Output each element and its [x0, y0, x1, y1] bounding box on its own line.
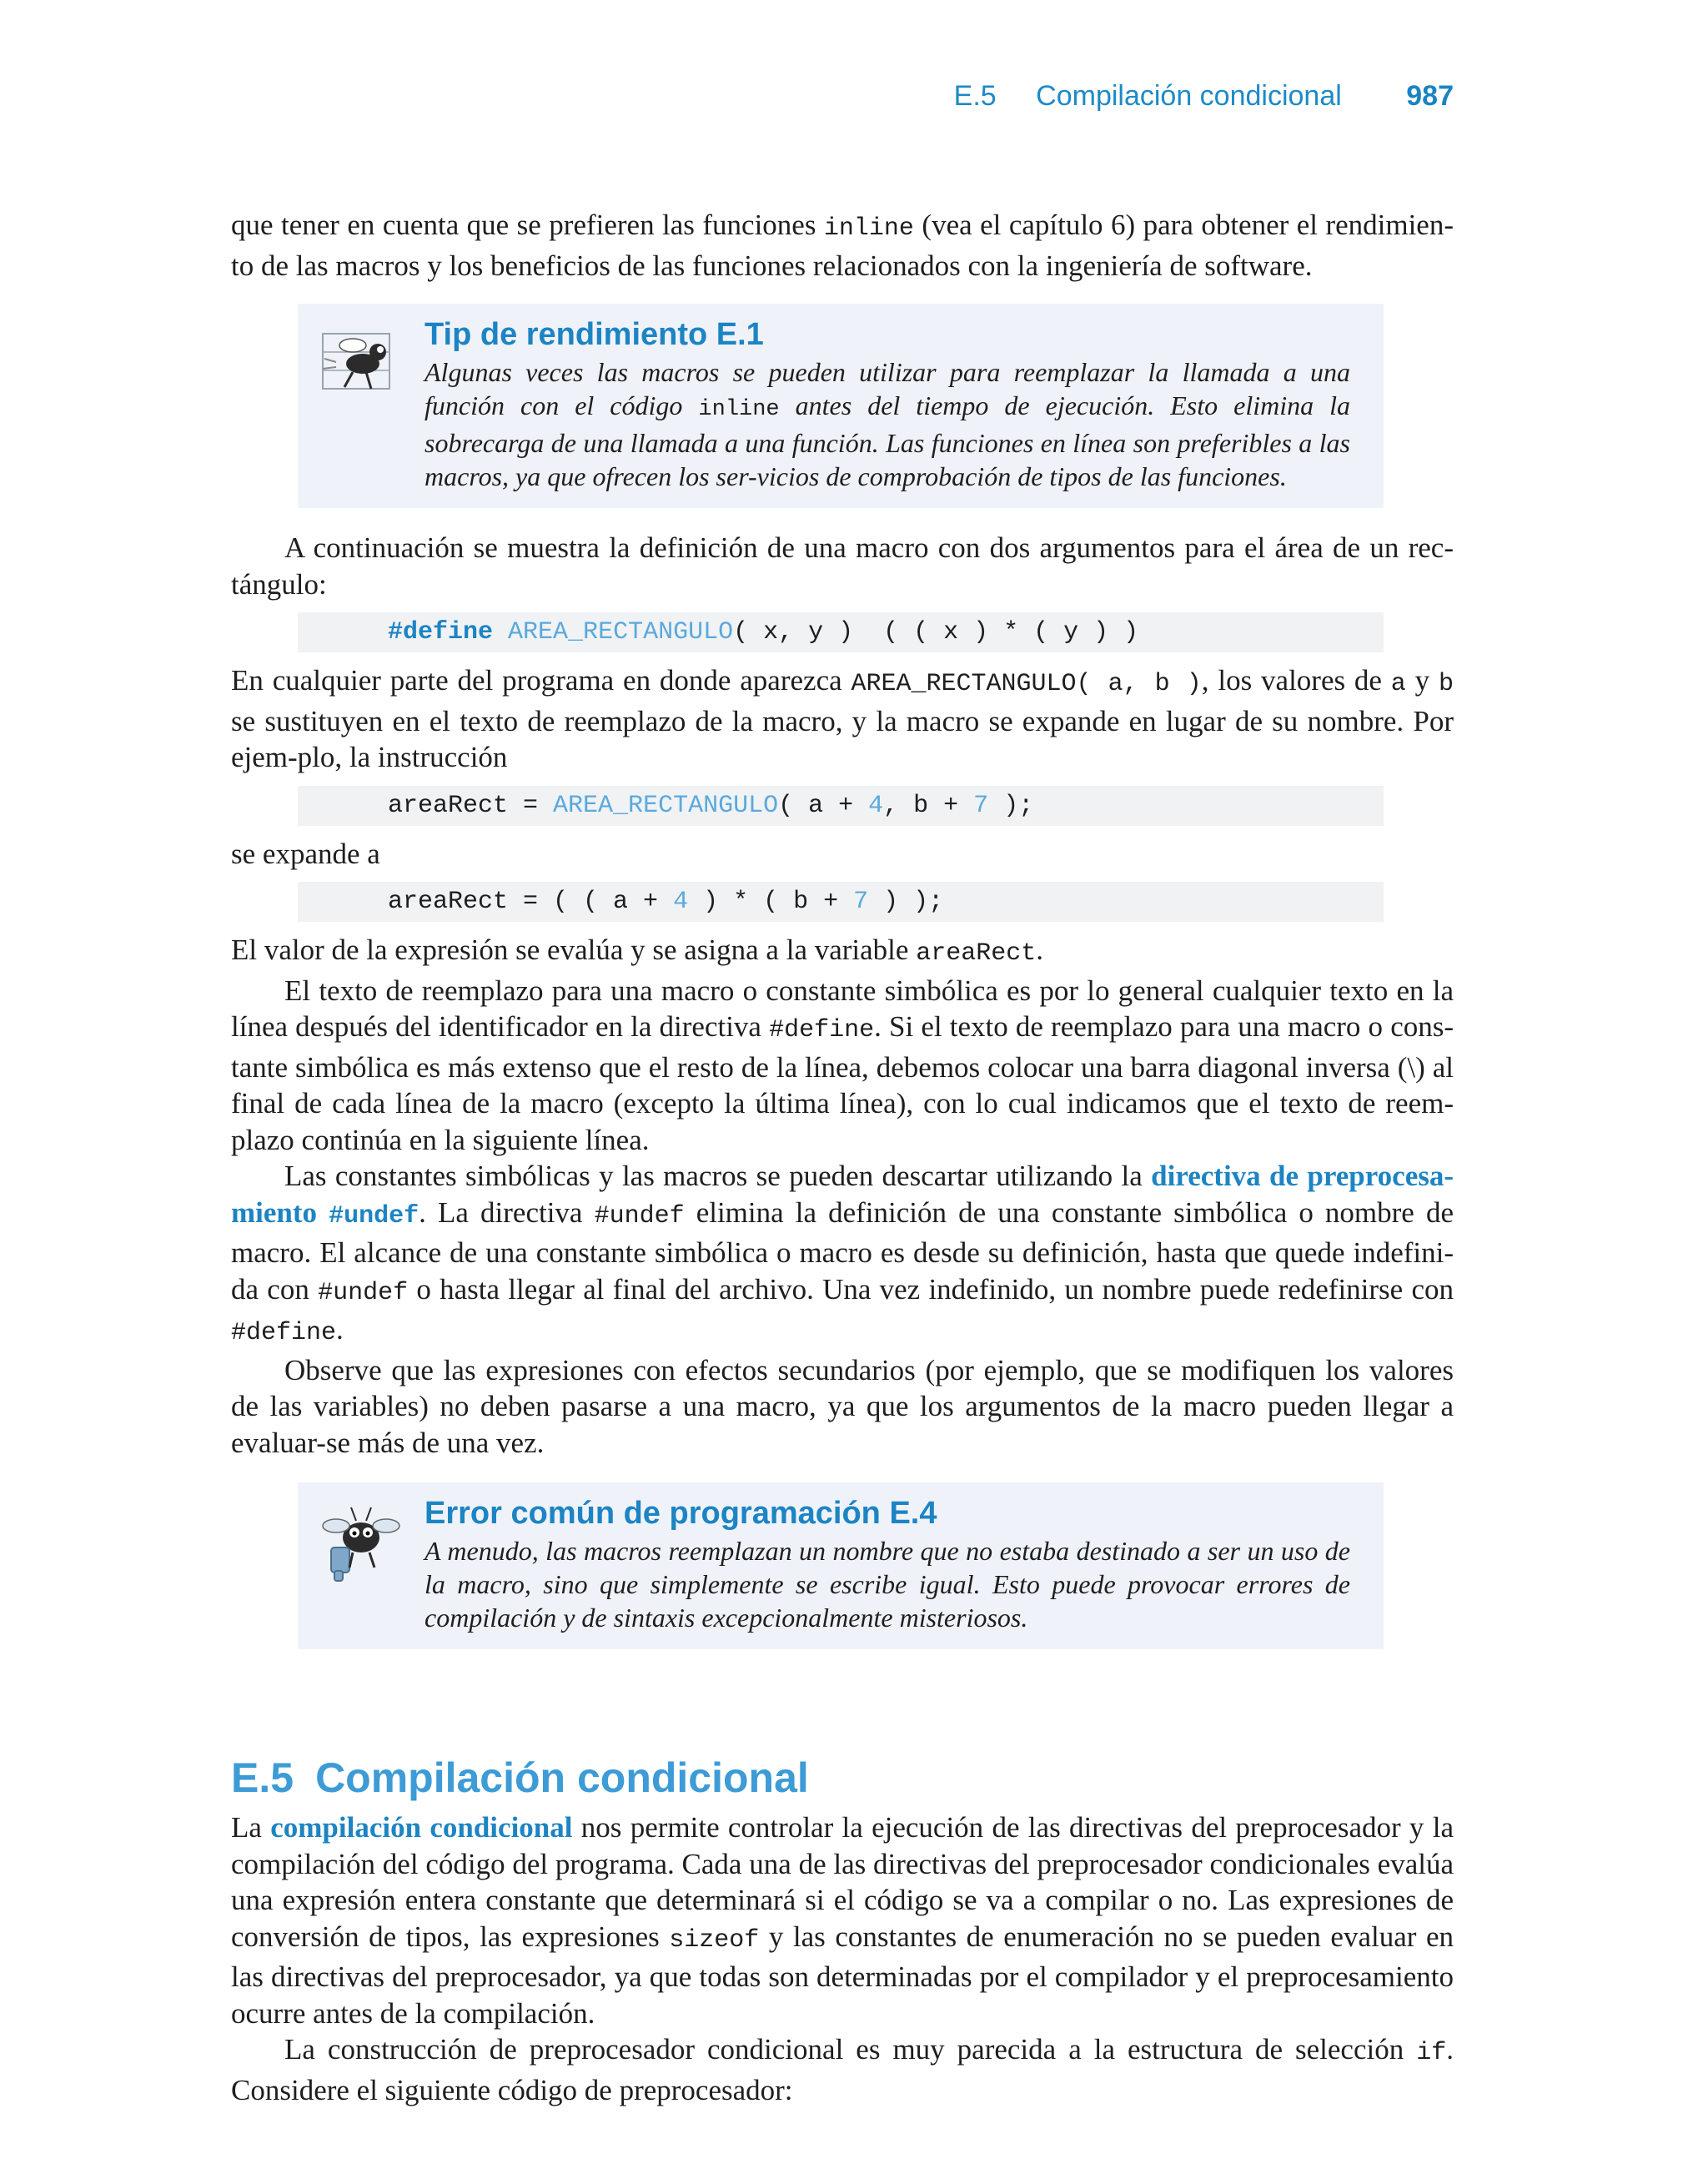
section-heading: E.5 Compilación condicional: [231, 1754, 809, 1801]
bug-performance-icon: [319, 322, 403, 405]
key-term-conditional-compilation: compilación condicional: [270, 1811, 573, 1844]
page-body: [231, 207, 1454, 2108]
key-term-undef-directive: directiva de preprocesa-miento #undef: [231, 1160, 1454, 1230]
paragraph-1: que tener en cuenta que se prefieren las funciones inline (vea el capítulo 6) para obtener el rendimien-to de las macros y los beneficios de las funciones relacionados con la ingeniería de software.: [231, 209, 1454, 282]
paragraph-10: La construcción de preprocesador condicional es muy parecida a la estructura de selección if. Considere el siguiente código de preprocesador:: [231, 2033, 1454, 2106]
paragraph-4: se expande a: [231, 837, 380, 870]
error-title: Error común de programación E.4: [424, 1496, 937, 1531]
header-section-title: Compilación condicional: [1036, 80, 1342, 112]
paragraph-7: Las constantes simbólicas y las macros se pueden descartar utilizando la directiva de preprocesa-miento #undef. La directiva #undef elimina la definición de una constante simbólica o nombre de macro. El alcance de una constante simbólica o macro es desde su definición, hasta que quede indefini-da con #undef o hasta llegar al final del archivo. Una vez indefinido, un nombre puede redefinirse con #define.: [231, 1160, 1454, 1347]
code-macro-call: areaRect = AREA_RECTANGULO( a + 4, b + 7 );: [298, 786, 1384, 826]
page-number: 987: [1406, 80, 1454, 112]
paragraph-2: A continuación se muestra la definición de una macro con dos argumentos para el área de un rec-tángulo:: [231, 531, 1454, 601]
bug-thumbs-down-icon: [319, 1501, 403, 1584]
tip-body: Algunas veces las macros se pueden utilizar para reemplazar la llamada a una función con el código inline antes del tiempo de ejecución. Esto elimina la sobrecarga de una llamada a una función. Las funciones en línea son preferibles a las macros, ya que ofrecen los ser-vicios de comprobación de tipos de las funciones.: [424, 357, 1351, 491]
paragraph-3: En cualquier parte del programa en donde aparezca AREA_RECTANGULO( a, b ), los valores de a y b se sustituyen en el texto de reemplazo de la macro, y la macro se expande en lugar de su nombre. Por ejem-plo, la instrucción: [231, 664, 1454, 773]
header-section-number: E.5: [953, 80, 997, 112]
performance-tip-box: [298, 304, 1384, 508]
paragraph-5: El valor de la expresión se evalúa y se asigna a la variable areaRect.: [231, 933, 1043, 968]
code-macro-expansion: areaRect = ( ( a + 4 ) * ( b + 7 ) );: [298, 882, 1384, 922]
code-define-macro: #define AREA_RECTANGULO( x, y ) ( ( x ) * ( y ) ): [298, 612, 1384, 652]
tip-title: Tip de rendimiento E.1: [424, 317, 764, 352]
paragraph-8: Observe que las expresiones con efectos secundarios (por ejemplo, que se modifiquen los valores de las variables) no deben pasarse a una macro, ya que los argumentos de la macro pueden llegar a evaluar-se más de una vez.: [231, 1353, 1454, 1459]
error-body: A menudo, las macros reemplazan un nombre que no estaba destinado a ser un uso de la macro, sino que simplemente se escribe igual. Esto puede provocar errores de compilación y de sintaxis excepcionalmente misteriosos.: [424, 1536, 1350, 1633]
common-error-box: [298, 1482, 1384, 1649]
running-header: [954, 80, 1454, 113]
paragraph-6: El texto de reemplazo para una macro o constante simbólica es por lo general cualquier texto en la línea después del identificador en la directiva #define. Si el texto de reemplazo para una macro o cons-tante simbólica es más extenso que el resto de la línea, debemos colocar una barra diagonal inversa (\) al final de cada línea de la macro (excepto la última línea), con lo cual indicamos que el texto de reem-plazo continúa en la siguiente línea.: [231, 974, 1454, 1156]
paragraph-9: La compilación condicional nos permite controlar la ejecución de las directivas del preprocesador y la compilación del código del programa. Cada una de las directivas del preprocesador condicionales evalúa una expresión entera constante que determinará si el código se va a compilar o no. Las expresiones de conversión de tipos, las expresiones sizeof y las constantes de enumeración no se pueden evaluar en las directivas del preprocesador, ya que todas son determinadas por el compilador y el preprocesamiento ocurre antes de la compilación.: [231, 1811, 1454, 2030]
